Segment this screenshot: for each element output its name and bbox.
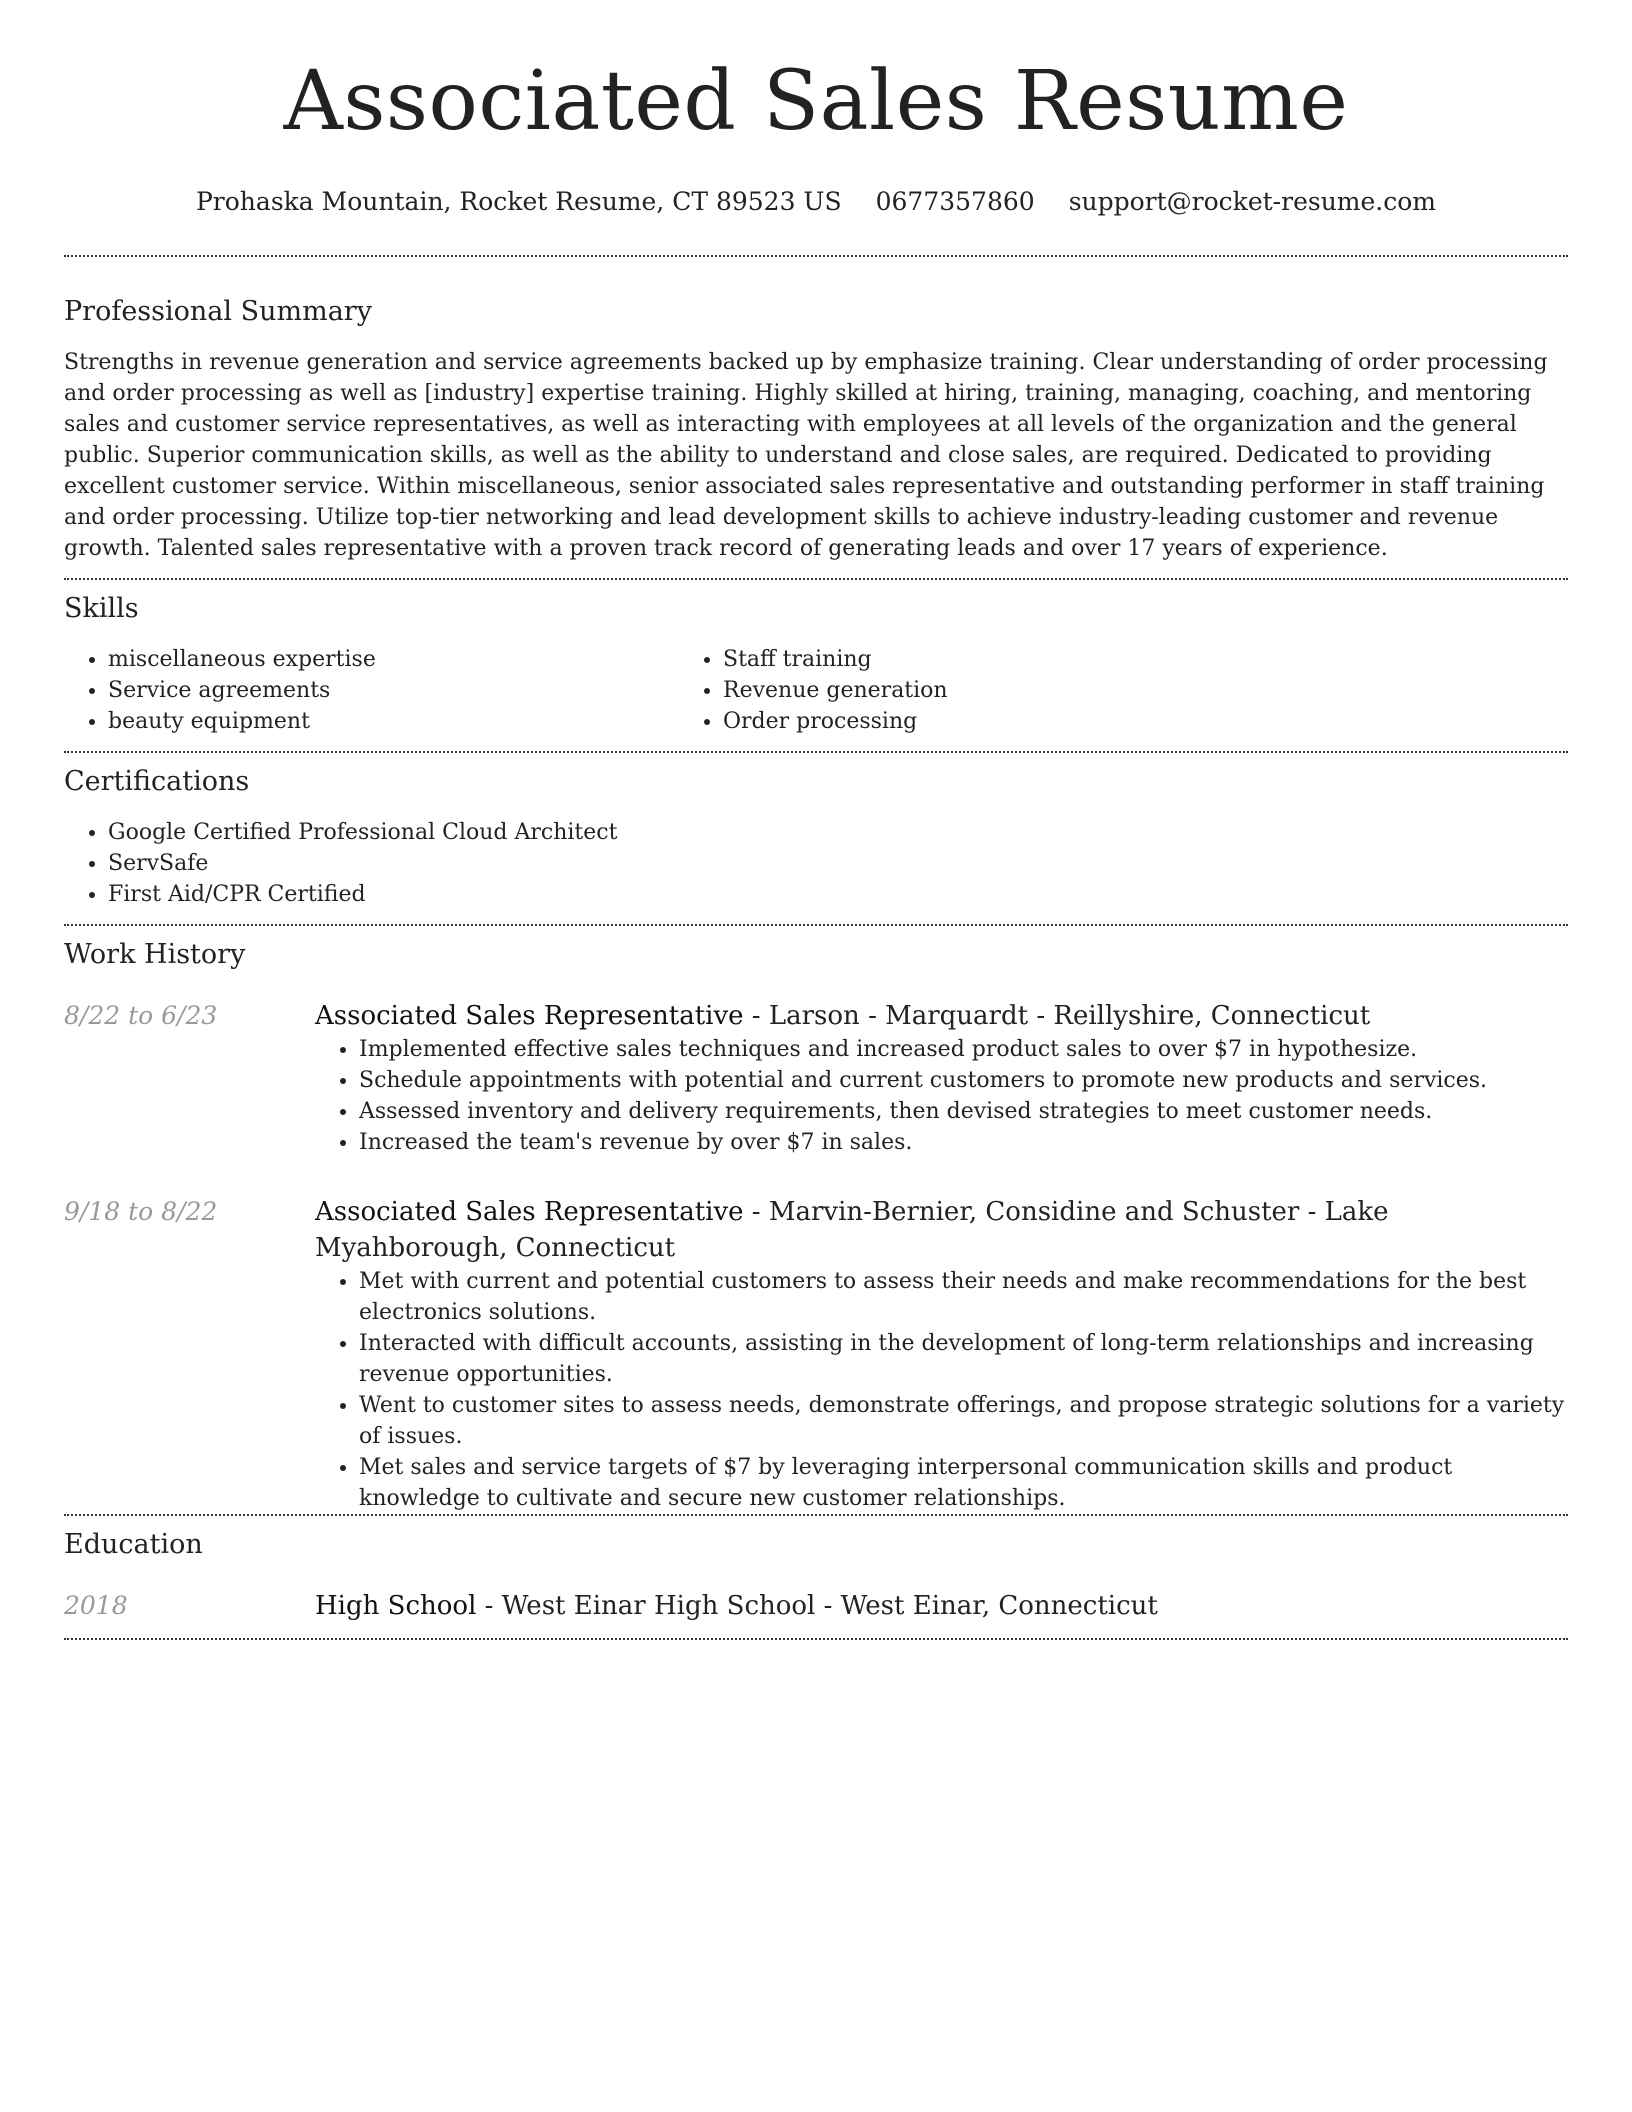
section-title-certifications: Certifications	[64, 766, 250, 797]
job-role: Associated Sales Representative	[315, 1001, 744, 1031]
skills-list-right	[679, 644, 1568, 737]
skill-item: • Order processing	[723, 706, 1568, 737]
certification-item: • First Aid/CPR Certified	[108, 879, 1568, 910]
certifications-section	[64, 753, 1568, 910]
skills-section	[64, 580, 1568, 737]
contact-address: Prohaska Mountain, Rocket Resume, CT 89523 US	[195, 187, 842, 216]
job-bullet: • Met sales and service targets of $7 by leveraging interpersonal communication skills and product knowledge to cultivate and secure new customer relationships.	[359, 1452, 1568, 1514]
education-main	[315, 1588, 1568, 1624]
resume-title: Associated Sales Resume	[283, 54, 1349, 149]
skill-item: • miscellaneous expertise	[108, 644, 679, 675]
education-entry	[64, 1588, 1568, 1624]
summary-section	[64, 257, 1568, 564]
job-bullet: • Went to customer sites to assess needs, demonstrate offerings, and propose strategic solutions for a variety of issues.	[359, 1390, 1568, 1452]
job-bullet: • Met with current and potential customers to assess their needs and make recommendations for the best electronics solutions.	[359, 1266, 1568, 1328]
education-section	[64, 1516, 1568, 1624]
contact-email: support@rocket-resume.com	[1068, 187, 1436, 216]
education-school: - West Einar High School - West Einar, Connecticut	[476, 1591, 1158, 1621]
job-role: Associated Sales Representative	[315, 1197, 744, 1227]
job-bullet: • Implemented effective sales techniques and increased product sales to over $7 in hypothesize.	[359, 1034, 1568, 1065]
section-title-work-history: Work History	[64, 939, 246, 970]
section-title-summary: Professional Summary	[64, 296, 372, 327]
skill-item: • Service agreements	[108, 675, 679, 706]
job-bullet: • Interacted with difficult accounts, assisting in the development of long-term relationships and increasing revenue opportunities.	[359, 1328, 1568, 1390]
skill-item: • Revenue generation	[723, 675, 1568, 706]
job-bullets	[315, 1034, 1568, 1158]
skill-item: • beauty equipment	[108, 706, 679, 737]
job-employer: - Marvin-Bernier, Considine and Schuster - Lake Myahborough, Connecticut	[315, 1197, 1389, 1263]
certification-item: • ServSafe	[108, 848, 1568, 879]
job-main	[315, 1194, 1568, 1514]
education-degree: High School	[315, 1591, 477, 1621]
work-history-section	[64, 926, 1568, 1514]
summary-text: Strengths in revenue generation and service agreements backed up by emphasize training. Clear understanding of order processing and order processing as well as [industry] expertise training. Highly skilled at hiring, training, managing, coaching, and mentoring sales and customer service representatives, as well as interacting with employees at all levels of the organization and the general public. Superior communication skills, as well as the ability to understand and close sales, are required. Dedicated to providing excellent customer service. Within miscellaneous, senior associated sales representative and outstanding performer in staff training and order processing. Utilize top-tier networking and lead development skills to achieve industry-leading customer and revenue growth. Talented sales representative with a proven track record of generating leads and over 17 years of experience.	[64, 350, 1548, 561]
job-dates: 9/18 to 8/22	[64, 1197, 218, 1226]
job-employer: - Larson - Marquardt - Reillyshire, Connecticut	[743, 1001, 1371, 1031]
section-title-education: Education	[64, 1529, 203, 1560]
divider	[64, 1638, 1568, 1640]
job-heading	[315, 998, 1568, 1034]
skill-item: • Staff training	[723, 644, 1568, 675]
job-heading	[315, 1194, 1568, 1266]
section-title-skills: Skills	[64, 593, 139, 624]
job-entry	[64, 998, 1568, 1158]
skills-list-left	[64, 644, 679, 737]
certifications-list	[64, 817, 1568, 910]
skills-grid	[64, 644, 1568, 737]
job-main	[315, 998, 1568, 1158]
education-year: 2018	[64, 1591, 128, 1620]
education-heading	[315, 1588, 1568, 1624]
job-bullet: • Assessed inventory and delivery requirements, then devised strategies to meet customer needs.	[359, 1096, 1568, 1127]
job-bullet: • Increased the team's revenue by over $7 in sales.	[359, 1127, 1568, 1158]
certifications-list-wrap	[64, 817, 1568, 910]
certification-item: • Google Certified Professional Cloud Architect	[108, 817, 1568, 848]
job-dates: 8/22 to 6/23	[64, 1001, 218, 1030]
contact-phone: 0677357860	[875, 187, 1035, 216]
contact-line	[64, 186, 1568, 218]
job-bullet: • Schedule appointments with potential and current customers to promote new products and services.	[359, 1065, 1568, 1096]
job-entry	[64, 1194, 1568, 1514]
job-bullets	[315, 1266, 1568, 1514]
